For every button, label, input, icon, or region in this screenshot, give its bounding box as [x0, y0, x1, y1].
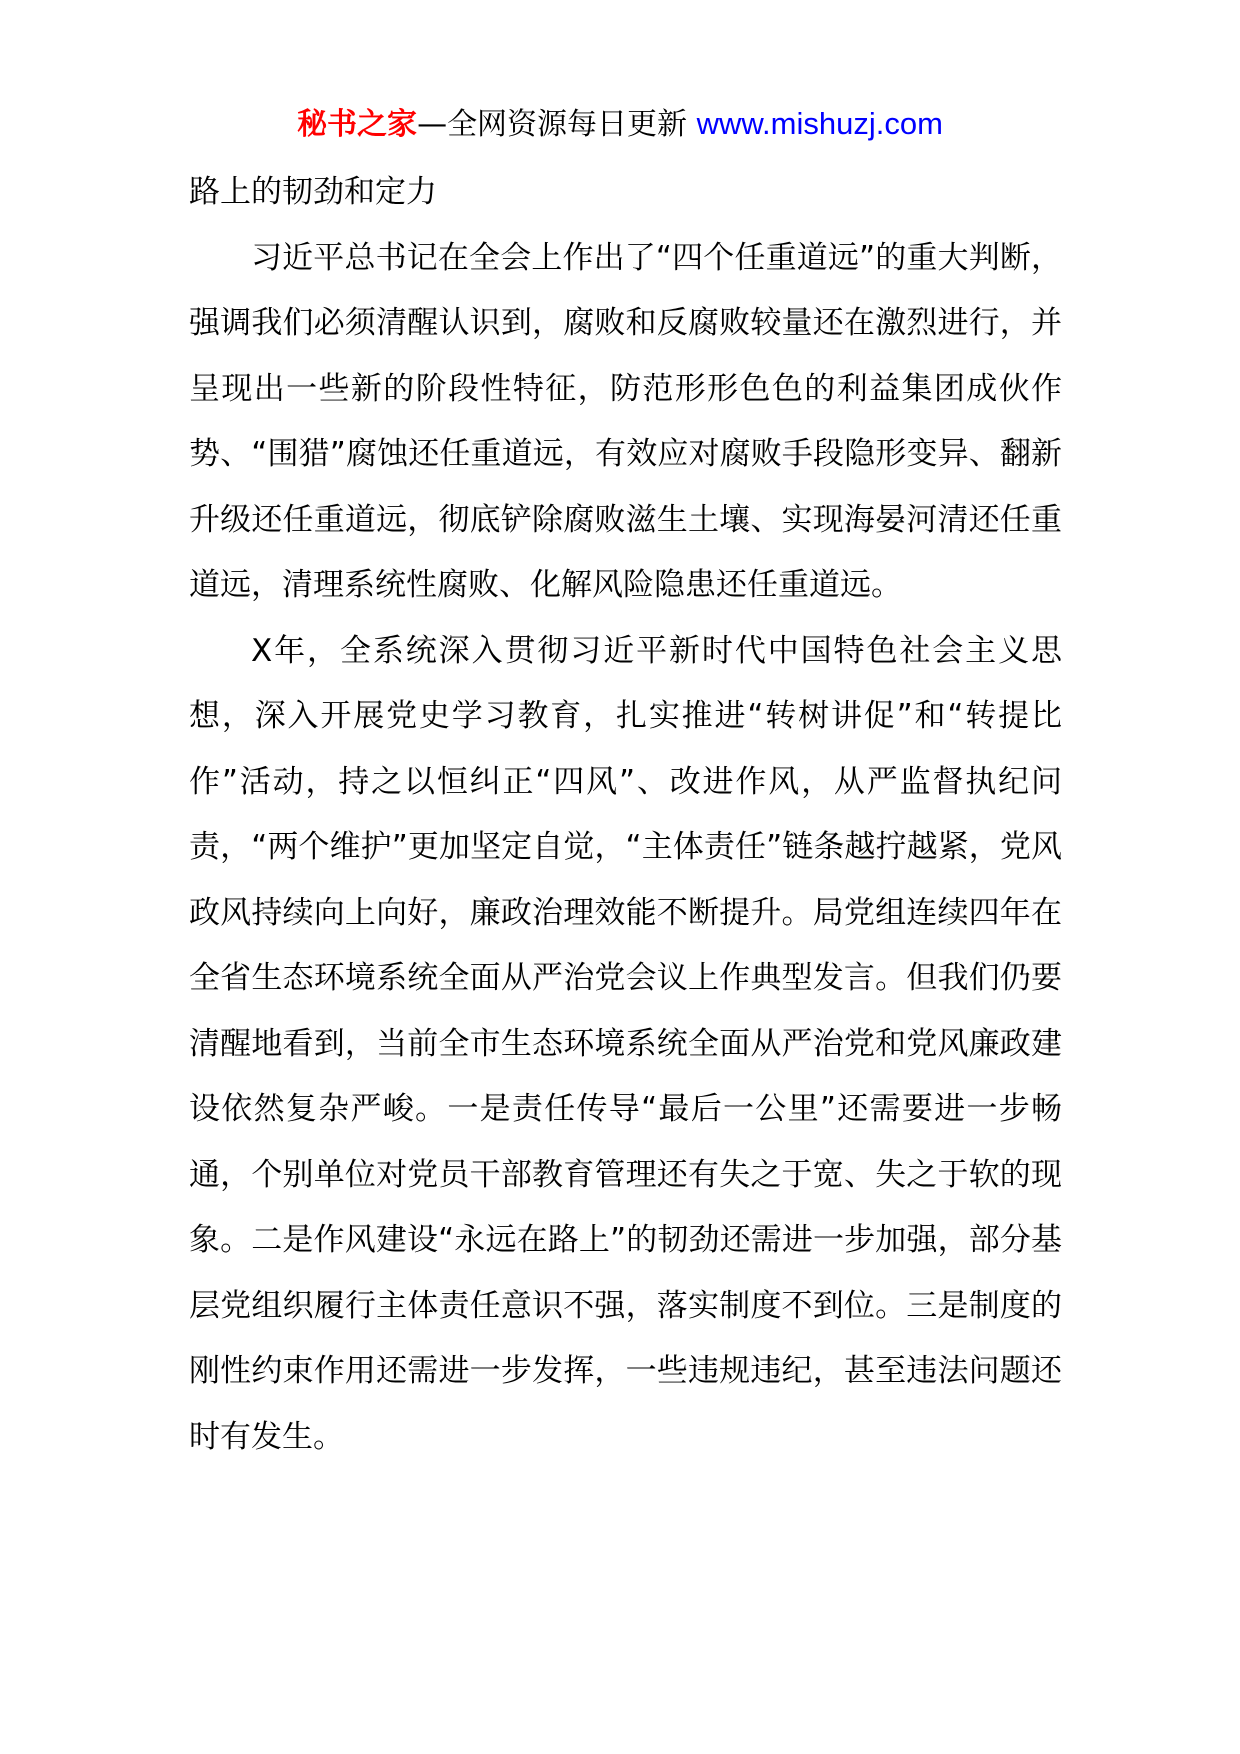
header-tagline: —全网资源每日更新: [417, 107, 697, 142]
header-brand: 秘书之家: [297, 107, 418, 142]
header-url-link[interactable]: www.mishuzj.com: [696, 106, 943, 141]
page-header: [0, 100, 1240, 149]
paragraph-continuation: 路上的韧劲和定力: [189, 174, 437, 210]
paragraph: 习近平总书记在全会上作出了“四个任重道远”的重大判断，强调我们必须清醒认识到，腐败和反腐败较量还在激烈进行，并呈现出一些新的阶段性特征，防范形形色色的利益集团成伙作势、“围猎”腐蚀还任重道远，有效应对腐败手段隐形变异、翻新升级还任重道远，彻底铲除腐败滋生土壤、实现海晏河清还任重道远，清理系统性腐败、化解风险隐患还任重道远。: [189, 239, 1062, 603]
paragraph: X年，全系统深入贯彻习近平新时代中国特色社会主义思想，深入开展党史学习教育，扎实推进“转树讲促”和“转提比作”活动，持之以恒纠正“四风”、改进作风，从严监督执纪问责，“两个维护”更加坚定自觉，“主体责任”链条越拧越紧，党风政风持续向上向好，廉政治理效能不断提升。局党组连续四年在全省生态环境系统全面从严治党会议上作典型发言。但我们仍要清醒地看到，当前全市生态环境系统全面从严治党和党风廉政建设依然复杂严峻。一是责任传导“最后一公里”还需要进一步畅通，个别单位对党员干部教育管理还有失之于宽、失之于软的现象。二是作风建设“永远在路上”的韧劲还需进一步加强，部分基层党组织履行主体责任意识不强，落实制度不到位。三是制度的刚性约束作用还需进一步发挥，一些违规违纪，甚至违法问题还时有发生。: [189, 632, 1062, 1455]
document-body: [189, 160, 1062, 1470]
